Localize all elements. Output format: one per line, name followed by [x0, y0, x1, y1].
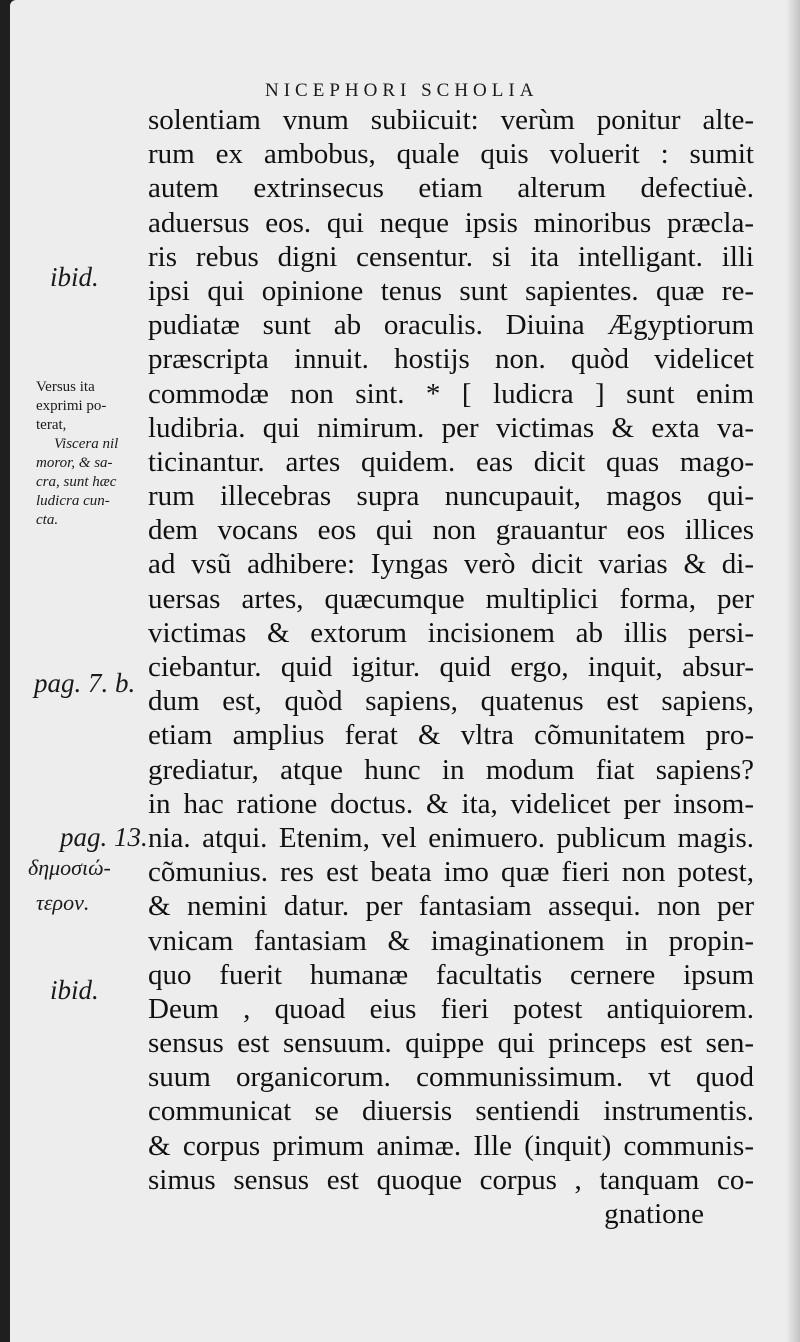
text-line: in hac ratione doctus. & ita, videlicet per insom- [148, 787, 754, 820]
margin-variant-line: Viscera nil [54, 436, 119, 452]
text-line: ad vsũ adhibere: Iyngas verò dicit varias & di- [148, 548, 754, 581]
text-line: gnatione [604, 1198, 704, 1230]
text-line: suum organicorum. communissimum. vt quod [148, 1061, 754, 1094]
main-text-block [148, 103, 754, 1231]
margin-variant-line: cra, sunt hæc [36, 474, 117, 490]
text-line: cõmunius. res est beata imo quæ fieri non potest, [148, 856, 754, 889]
text-line: Deum , quoad eius fieri potest antiquiorem. [148, 992, 754, 1025]
text-line: victimas & extorum incisionem ab illis persi- [148, 616, 754, 649]
text-line: uersas artes, quæcumque multiplici forma, per [148, 582, 754, 615]
text-line: dem vocans eos qui non grauantur eos illices [148, 514, 754, 547]
book-page [10, 0, 800, 1342]
text-line: ciebantur. quid igitur. quid ergo, inquit, absur- [148, 651, 754, 683]
margin-variant-line: moror, & sa- [36, 455, 113, 471]
text-line: dum est, quòd sapiens, quatenus est sapiens, [148, 685, 754, 718]
text-line: solentiam vnum subiicuit: verùm ponitur alte- [148, 104, 754, 136]
margin-note-greek: δημοσιώ- [28, 855, 111, 880]
text-line: & corpus primum animæ. Ille (inquit) communis- [148, 1129, 754, 1162]
text-line: rum illecebras supra nuncupauit, magos qui- [148, 480, 754, 513]
margin-note-variant-reading [36, 378, 118, 530]
margin-variant-line: ludicra cun- [36, 493, 110, 509]
margin-variant-line: Versus ita [36, 379, 95, 395]
text-line: aduersus eos. qui neque ipsis minoribus præcla- [148, 206, 754, 239]
text-line: rum ex ambobus, quale quis voluerit : sumit [148, 138, 754, 171]
margin-note-ibid: ibid. [50, 262, 99, 292]
text-line: simus sensus est quoque corpus , tanquam co- [148, 1163, 754, 1196]
text-line: quo fuerit humanæ facultatis cernere ipsum [148, 958, 754, 991]
text-line: pudiatæ sunt ab oraculis. Diuina Ægyptiorum [148, 309, 754, 342]
text-line: ticinantur. artes quidem. eas dicit quas mago- [148, 445, 754, 478]
text-line: ris rebus digni censentur. si ita intelligant. illi [148, 240, 754, 273]
margin-variant-line: terat, [36, 417, 67, 433]
text-line: sensus est sensuum. quippe qui princeps est sen- [148, 1027, 754, 1060]
margin-variant-line: exprimi po- [36, 398, 107, 414]
text-line: præscripta innuit. hostijs non. quòd videlicet [148, 343, 754, 376]
text-line: ludibria. qui nimirum. per victimas & exta va- [148, 411, 754, 444]
text-line: ipsi qui opinione tenus sunt sapientes. quæ re- [148, 274, 754, 307]
margin-note-page-ref: pag. 13. [60, 822, 148, 852]
text-line: & nemini datur. per fantasiam assequi. non per [148, 890, 754, 923]
text-line: grediatur, atque hunc in modum fiat sapiens? [148, 753, 754, 786]
margin-note-greek: τερον. [36, 890, 90, 915]
text-line: vnicam fantasiam & imaginationem in propin- [148, 924, 754, 957]
margin-note-ibid: ibid. [50, 975, 99, 1005]
margin-note-page-ref: pag. 7. b. [34, 668, 136, 698]
text-line: communicat se diuersis sentiendi instrumentis. [148, 1095, 754, 1128]
running-title: NICEPHORI SCHOLIA [265, 80, 539, 101]
text-line: autem extrinsecus etiam alterum defectiuè. [148, 172, 754, 205]
text-line: commodæ non sint. * [ ludicra ] sunt enim [148, 377, 754, 410]
text-line: etiam amplius ferat & vltra cõmunitatem pro- [148, 719, 754, 752]
text-line: nia. atqui. Etenim, vel enimuero. publicum magis. [148, 821, 754, 854]
margin-variant-line: cta. [36, 512, 59, 528]
